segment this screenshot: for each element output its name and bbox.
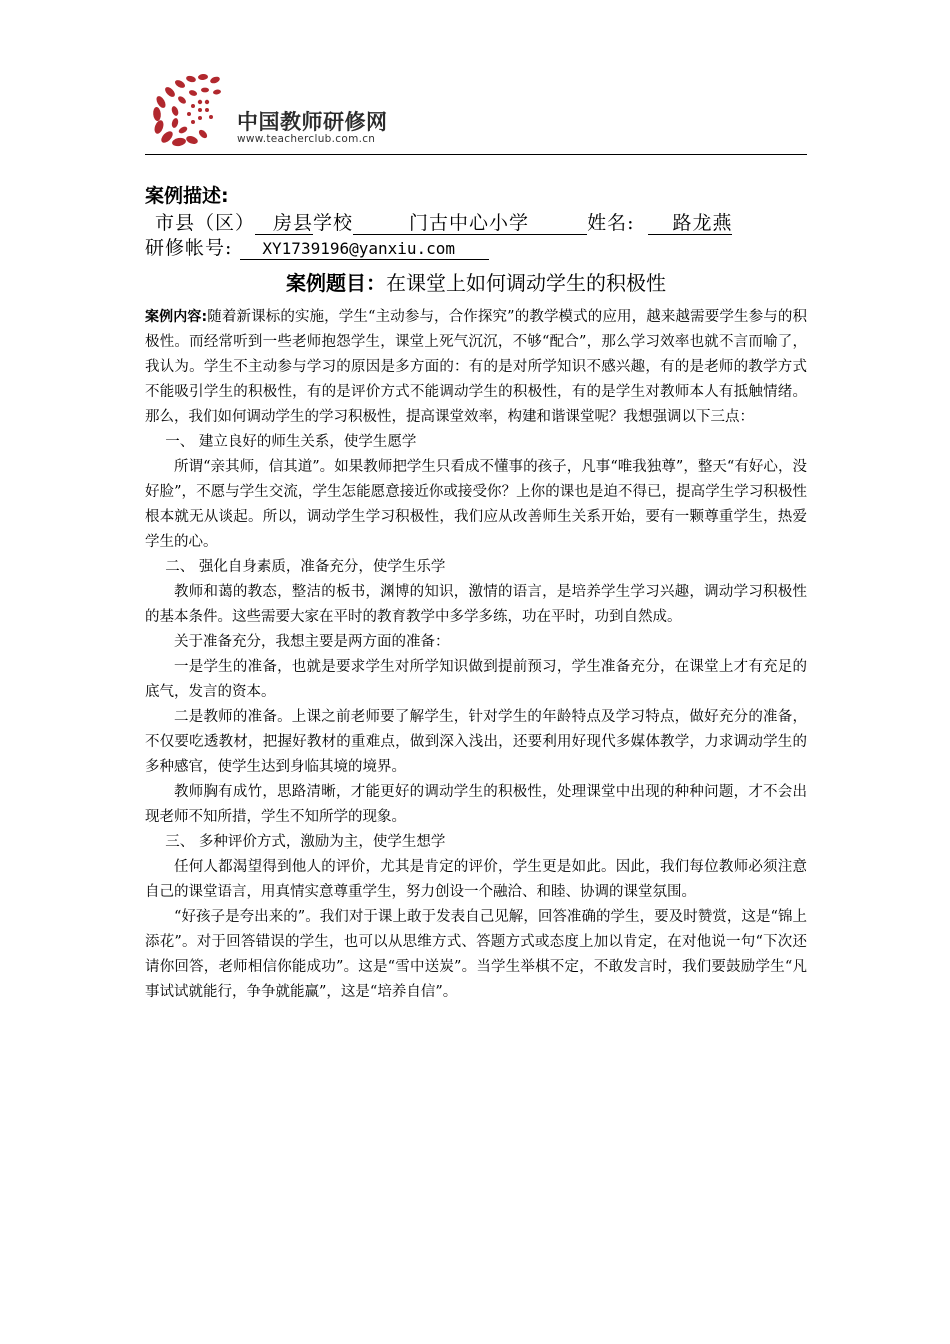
school-value: 门古中心小学 (409, 212, 530, 234)
school-field (353, 213, 587, 235)
paragraph-3: 关于准备充分，我想主要是两方面的准备： (174, 634, 450, 650)
paragraph-8: “好孩子是夸出来的”。我们对于课上敢于发表自己见解，回答准确的学生，要及时赞赏，这是“锦上添花”。对于回答错误的学生，也可以从思维方式、答题方式或态度上加以肯定，在对他说一句“下次还请你回答，老师相信你能成功”。这是“雪中送炭”。当学生举棋不定，不敢发言时，我们要鼓励学生“凡事试试就能行，争争就能赢”，这是“培养自信”。 (145, 909, 807, 1000)
section-label: 案例描述: (145, 185, 229, 207)
paragraph-7: 任何人都渴望得到他人的评价，尤其是肯定的评价，学生更是如此。因此，我们每位教师必须注意自己的课堂语言，用真情实意尊重学生，努力创设一个融洽、和睦、协调的课堂氛围。 (145, 859, 807, 900)
heading-1: 一、 建立良好的师生关系，使学生愿学 (165, 434, 417, 450)
logo-mark-icon (145, 70, 237, 148)
paragraph-4: 一是学生的准备，也就是要求学生对所学知识做到提前预习，学生准备充分，在课堂上才有充足的底气，发言的资本。 (145, 659, 807, 700)
heading-3: 三、 多种评价方式，激励为主，使学生想学 (165, 834, 446, 850)
account-value: XY1739196@yanxiu.com (262, 239, 456, 258)
name-label: 姓名: (587, 212, 635, 234)
heading-2: 二、 强化自身素质，准备充分，使学生乐学 (165, 559, 446, 575)
paragraph-2: 教师和蔼的教态，整洁的板书，渊博的知识，激情的语言，是培养学生学习兴趣，调动学习积极性的基本条件。这些需要大家在平时的教育教学中多学多练，功在平时，功到自然成。 (145, 584, 807, 625)
intro-paragraph (145, 305, 807, 430)
school-label: 学校 (313, 212, 354, 234)
case-title-label: 案例题目： (286, 271, 386, 295)
account-field (240, 238, 489, 260)
info-row-school (145, 208, 732, 235)
case-title (145, 267, 807, 296)
city-label: 市县（区） (155, 212, 256, 234)
city-value: 房县 (273, 212, 314, 234)
content-lead-label: 案例内容: (145, 309, 208, 325)
intro-text: 随着新课标的实施，学生“主动参与，合作探究”的教学模式的应用，越来越需要学生参与的积极性。而经常听到一些老师抱怨学生，课堂上死气沉沉，不够“配合”，那么学习效率也就不言而喻了，我认为。学生不主动参与学习的原因是多方面的：有的是对所学知识不感兴趣，有的是老师的教学方式不能吸引学生的积极性，有的是评价方式不能调动学生的积极性，有的是学生对教师本人有抵触情绪。那么，我们如何调动学生的学习积极性，提高课堂效率，构建和谐课堂呢？我想强调以下三点： (145, 309, 807, 425)
info-row-account (145, 233, 489, 260)
case-content (145, 305, 807, 1005)
header-divider (145, 154, 807, 155)
account-label: 研修帐号: (145, 237, 233, 259)
paragraph-6: 教师胸有成竹，思路清晰，才能更好的调动学生的积极性，处理课堂中出现的种种问题，才不会出现老师不知所措，学生不知所学的现象。 (145, 784, 807, 825)
site-logo (145, 70, 405, 148)
paragraph-1: 所谓“亲其师，信其道”。如果教师把学生只看成不懂事的孩子，凡事“唯我独尊”，整天“有好心，没好脸”，不愿与学生交流，学生怎能愿意接近你或接受你？上你的课也是迫不得已，提高学生学习积极性根本就无从谈起。所以，调动学生学习积极性，我们应从改善师生关系开始，要有一颗尊重学生，热爱学生的心。 (145, 459, 807, 550)
name-field (648, 213, 732, 235)
name-value: 路龙燕 (672, 212, 733, 234)
city-field (255, 213, 313, 235)
logo-name: 中国教师研修网 (237, 110, 388, 134)
paragraph-5: 二是教师的准备。上课之前老师要了解学生，针对学生的年龄特点及学习特点，做好充分的准备，不仅要吃透教材，把握好教材的重难点，做到深入浅出，还要利用好现代多媒体教学，力求调动学生的多种感官，使学生达到身临其境的境界。 (145, 709, 807, 775)
logo-url: www.teacherclub.com.cn (237, 133, 376, 145)
case-title-text: 在课堂上如何调动学生的积极性 (386, 271, 666, 295)
